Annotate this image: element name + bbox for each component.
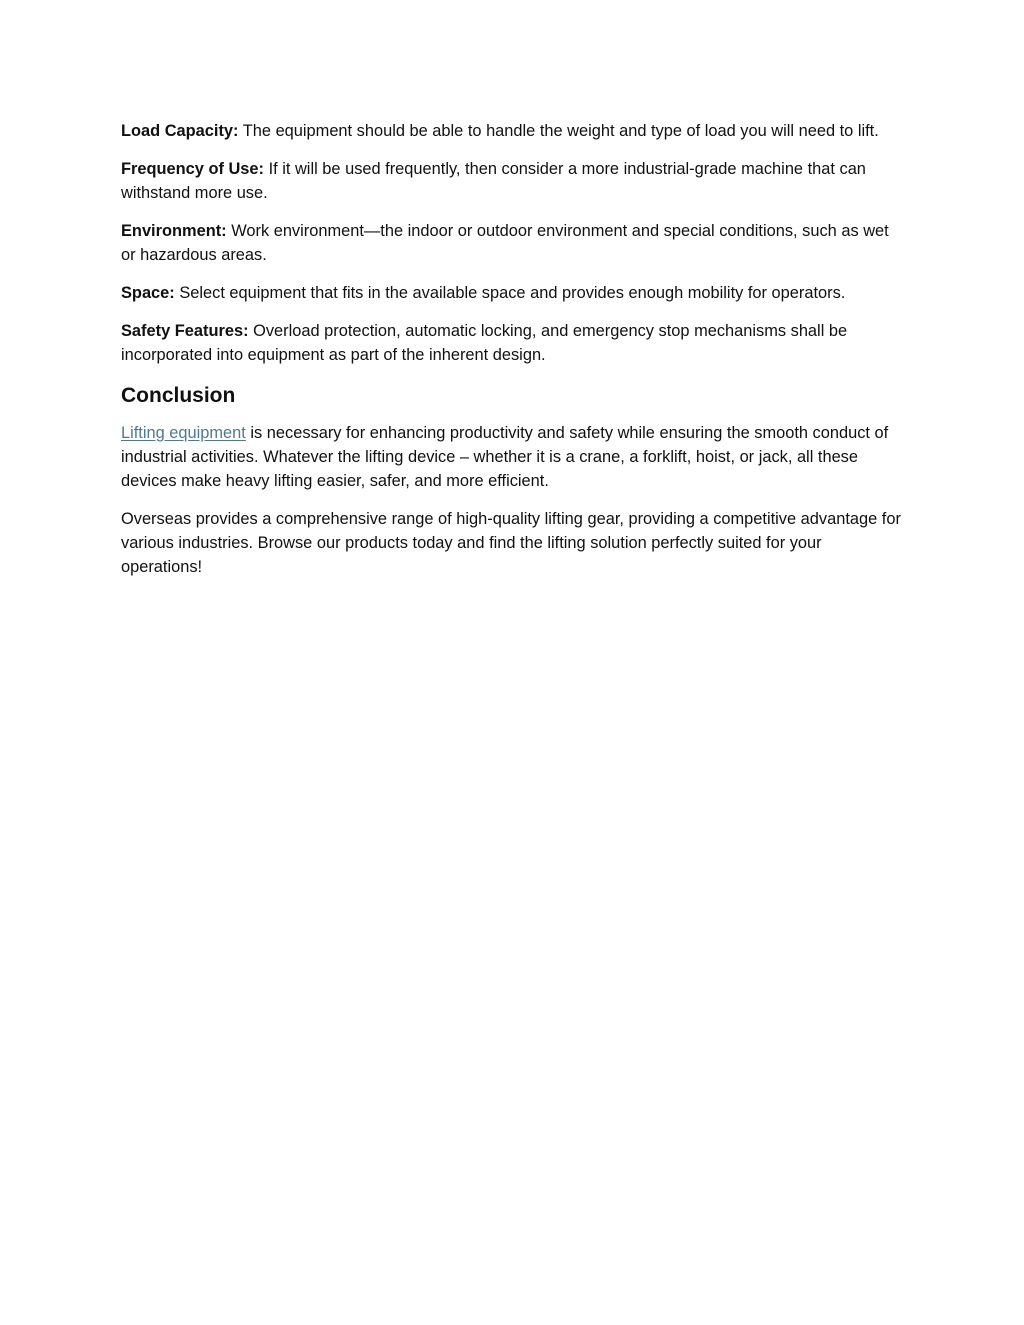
criterion-label: Load Capacity: <box>121 122 239 140</box>
conclusion-paragraph-1-text: is necessary for enhancing productivity and safety while ensuring the smooth conduct of industrial activities. Whatever the lifting device – whether it is a crane, a forklift, hoist, or jack, all these devices make heavy lifting easier, safer, and more efficient. <box>121 424 889 490</box>
conclusion-heading: Conclusion <box>121 384 236 407</box>
criterion-load-capacity <box>121 119 903 143</box>
criterion-safety-features <box>121 319 903 367</box>
conclusion-paragraph-2: Overseas provides a comprehensive range of high-quality lifting gear, providing a competitive advantage for various industries. Browse our products today and find the lifting solution perfectly suited for your operations! <box>121 510 901 576</box>
conclusion-paragraph-1 <box>121 421 903 493</box>
criterion-text: Overload protection, automatic locking, and emergency stop mechanisms shall be incorporated into equipment as part of the inherent design. <box>121 322 848 364</box>
criterion-label: Environment: <box>121 222 227 240</box>
criterion-text: If it will be used frequently, then consider a more industrial-grade machine that can withstand more use. <box>121 160 866 202</box>
criterion-label: Frequency of Use: <box>121 160 264 178</box>
criterion-frequency-of-use <box>121 157 903 205</box>
criterion-label: Safety Features: <box>121 322 249 340</box>
document-page <box>121 119 903 593</box>
criterion-text: The equipment should be able to handle the weight and type of load you will need to lift. <box>242 122 879 140</box>
criterion-label: Space: <box>121 284 175 302</box>
criterion-environment <box>121 219 903 267</box>
criterion-space <box>121 281 903 305</box>
criterion-text: Select equipment that fits in the available space and provides enough mobility for operators. <box>179 284 846 302</box>
criterion-text: Work environment—the indoor or outdoor environment and special conditions, such as wet or hazardous areas. <box>121 222 889 264</box>
lifting-equipment-link[interactable]: Lifting equipment <box>121 424 246 442</box>
